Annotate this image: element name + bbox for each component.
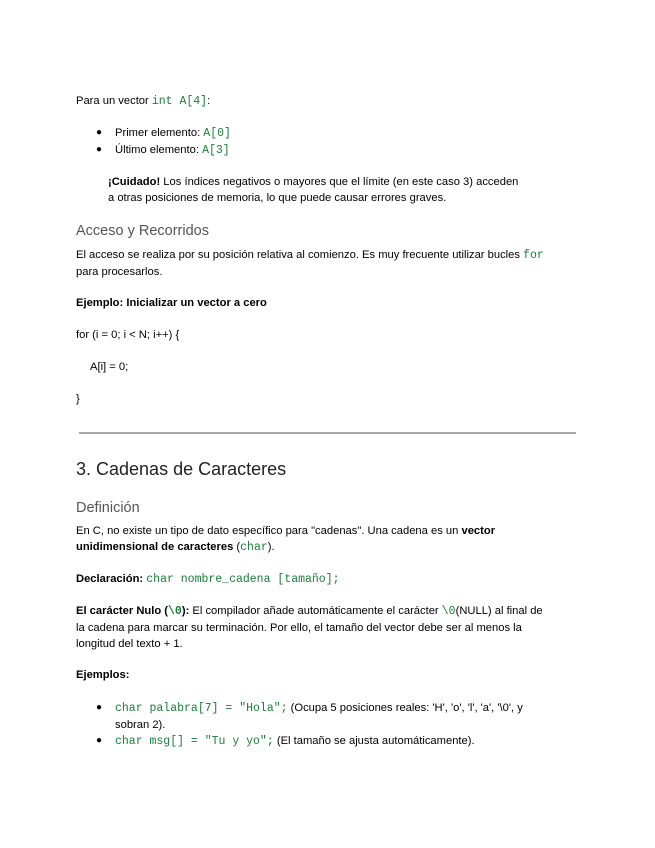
section-subtitle-definition: Definición (76, 500, 140, 516)
list-item: ● Primer elemento: A[0] (96, 127, 231, 140)
example-title: Ejemplo: Inicializar un vector a cero (76, 297, 267, 309)
definition-paragraph: En C, no existe un tipo de dato específico para "cadenas". Una cadena es un vector unidimensional de caracteres (char). (76, 525, 496, 554)
section-title-access: Acceso y Recorridos (76, 223, 209, 239)
list-item: ● char msg[] = "Tu y yo"; (El tamaño se ajusta automáticamente). (96, 735, 475, 748)
bullet-icon: ● (96, 702, 103, 713)
bullet-icon: ● (96, 127, 103, 138)
examples-list (76, 700, 576, 750)
code-line: } (76, 393, 80, 405)
bullet-icon: ● (96, 735, 103, 746)
section-title-strings: 3. Cadenas de Caracteres (76, 459, 287, 479)
list-item: ● Último elemento: A[3] (96, 144, 230, 157)
vector-intro: Para un vector int A[4]: (76, 95, 211, 108)
horizontal-divider (79, 432, 576, 434)
access-list (76, 125, 576, 159)
warning-note: ¡Cuidado! Los índices negativos o mayores que el límite (en este caso 3) acceden a otras posiciones de memoria, lo que puede causar errores graves. (108, 176, 519, 204)
examples-label: Ejemplos: (76, 669, 130, 681)
code-line: A[i] = 0; (90, 361, 129, 373)
bullet-icon: ● (96, 144, 103, 155)
list-item: ● char palabra[7] = "Hola"; (Ocupa 5 posiciones reales: 'H', 'o', 'l', 'a', '\0', y sobran 2). (96, 702, 523, 731)
declaration: Declaración: char nombre_cadena [tamaño]; (76, 573, 340, 586)
code-line: for (i = 0; i < N; i++) { (76, 329, 180, 341)
access-paragraph: El acceso se realiza por su posición relativa al comienzo. Es muy frecuente utilizar bucles for para procesarlos. (76, 249, 544, 278)
null-character-paragraph: El carácter Nulo (\0): El compilador añade automáticamente el carácter \0(NULL) al final de la cadena para marcar su terminación. Por ello, el tamaño del vector debe ser al menos la longitud del texto + 1. (76, 605, 543, 650)
